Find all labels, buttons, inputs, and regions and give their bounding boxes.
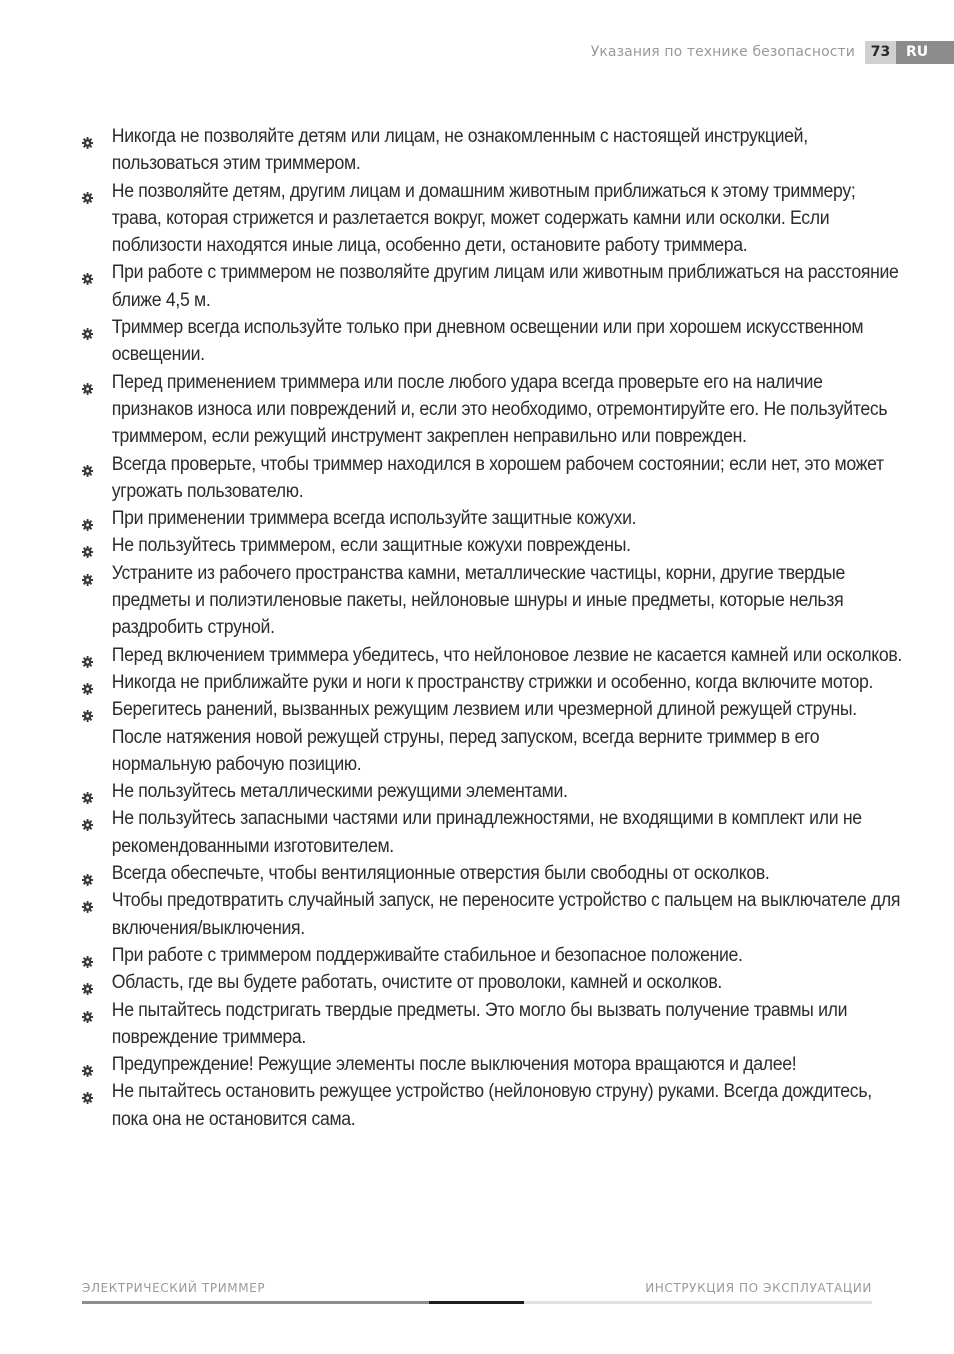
list-item <box>82 942 907 969</box>
list-item-text: Берегитесь ранений, вызванных режущим лезвием или чрезмерной длиной режущей струны. После натяжения новой режущей струны, перед запуском, всегда верните триммер в его нормальную рабочую позицию. <box>111 699 857 775</box>
gear-bullet-icon <box>82 567 94 580</box>
list-item-text: Область, где вы будете работать, очистите от проволоки, камней и осколков. <box>111 972 722 994</box>
gear-bullet-icon <box>82 458 94 471</box>
list-item <box>82 887 907 942</box>
gear-bullet-icon <box>82 130 94 143</box>
list-item <box>82 696 907 778</box>
gear-bullet-icon <box>82 1058 94 1071</box>
list-item-text: Устраните из рабочего пространства камни, металлические частицы, корни, другие твердые предметы и полиэтиленовые пакеты, нейлоновые шнуры и иные предметы, которые нельзя раздробить струной. <box>111 562 846 639</box>
list-item <box>82 505 907 532</box>
list-item-text: Не пытайтесь остановить режущее устройство (нейлоновую струну) руками. Всегда дождитесь, пока она не остановится сама. <box>111 1081 872 1130</box>
list-item <box>82 532 907 559</box>
gear-bullet-icon <box>82 894 94 907</box>
list-item <box>82 560 907 642</box>
gear-bullet-icon <box>82 1004 94 1017</box>
page-number: 73 <box>865 41 896 64</box>
list-item-text: Не пользуйтесь триммером, если защитные кожухи повреждены. <box>111 535 631 557</box>
list-item-text: Всегда проверьте, чтобы триммер находился в хорошем рабочем состоянии; если нет, это может угрожать пользователю. <box>111 453 884 502</box>
gear-bullet-icon <box>82 812 94 825</box>
gear-bullet-icon <box>82 676 94 689</box>
list-item <box>82 642 907 669</box>
list-item <box>82 123 907 178</box>
gear-bullet-icon <box>82 185 94 198</box>
list-item-text: Предупреждение! Режущие элементы после выключения мотора вращаются и далее! <box>111 1054 797 1076</box>
gear-bullet-icon <box>82 1085 94 1098</box>
list-item-text: При работе с триммером поддерживайте стабильное и безопасное положение. <box>111 944 743 966</box>
list-item <box>82 669 907 696</box>
list-item <box>82 1051 907 1078</box>
list-item-text: Всегда обеспечьте, чтобы вентиляционные отверстия были свободны от осколков. <box>111 863 770 885</box>
section-title: Указания по технике безопасности <box>590 44 855 60</box>
list-item-text: Перед применением триммера или после любого удара всегда проверьте его на наличие признаков износа или повреждений и, если это необходимо, отремонтируйте его. Не пользуйтесь триммером, если режущий инструмент закреплен неправильно или поврежден. <box>111 371 888 448</box>
gear-bullet-icon <box>82 785 94 798</box>
footer-rule-segment <box>82 1301 429 1304</box>
gear-bullet-icon <box>82 321 94 334</box>
list-item-text: Не позволяйте детям, другим лицам и домашним животным приближаться к этому триммеру; трава, которая стрижется и разлетается вокруг, может содержать камни или осколки. Если поблизости находятся иные лица, особенно дети, остановите работу триммера. <box>111 180 856 257</box>
gear-bullet-icon <box>82 376 94 389</box>
list-item <box>82 969 907 996</box>
list-item-text: Не пользуйтесь металлическими режущими элементами. <box>111 781 568 803</box>
list-item <box>82 369 907 451</box>
footer-rule-segment <box>429 1301 524 1304</box>
footer-rule-segment <box>524 1301 872 1304</box>
list-item <box>82 778 907 805</box>
list-item-text: При применении триммера всегда используйте защитные кожухи. <box>111 508 637 530</box>
list-item-text: Перед включением триммера убедитесь, что нейлоновое лезвие не касается камней или осколков. <box>111 644 903 666</box>
page-header <box>591 41 954 64</box>
safety-instructions-list <box>82 123 903 1133</box>
footer-product-name: ЭЛЕКТРИЧЕСКИЙ ТРИММЕР <box>82 1281 266 1295</box>
gear-bullet-icon <box>82 539 94 552</box>
list-item <box>82 314 907 369</box>
footer-rule <box>82 1301 872 1304</box>
list-item-text: При работе с триммером не позволяйте другим лицам или животным приближаться на расстояние ближе 4,5 м. <box>111 262 899 311</box>
list-item <box>82 259 907 314</box>
gear-bullet-icon <box>82 976 94 989</box>
gear-bullet-icon <box>82 266 94 279</box>
list-item <box>82 178 907 260</box>
list-item <box>82 451 907 506</box>
list-item-text: Триммер всегда используйте только при дневном освещении или при хорошем искусственном освещении. <box>111 317 864 366</box>
list-item-text: Никогда не приближайте руки и ноги к пространству стрижки и особенно, когда включите мотор. <box>111 671 874 693</box>
gear-bullet-icon <box>82 703 94 716</box>
footer-document-type: ИНСТРУКЦИЯ ПО ЭКСПЛУАТАЦИИ <box>645 1281 872 1295</box>
list-item-text: Не пытайтесь подстригать твердые предметы. Это могло бы вызвать получение травмы или повреждение триммера. <box>111 999 848 1048</box>
gear-bullet-icon <box>82 649 94 662</box>
gear-bullet-icon <box>82 949 94 962</box>
list-item <box>82 860 907 887</box>
list-item-text: Чтобы предотвратить случайный запуск, не переносите устройство с пальцем на выключателе для включения/выключения. <box>111 890 901 939</box>
list-item <box>82 997 907 1052</box>
gear-bullet-icon <box>82 867 94 880</box>
list-item-text: Никогда не позволяйте детям или лицам, не ознакомленным с настоящей инструкцией, пользоваться этим триммером. <box>111 126 808 175</box>
gear-bullet-icon <box>82 512 94 525</box>
language-badge: RU <box>896 41 954 64</box>
list-item <box>82 805 907 860</box>
list-item <box>82 1078 907 1133</box>
list-item-text: Не пользуйтесь запасными частями или принадлежностями, не входящими в комплект или не рекомендованными изготовителем. <box>111 808 862 857</box>
